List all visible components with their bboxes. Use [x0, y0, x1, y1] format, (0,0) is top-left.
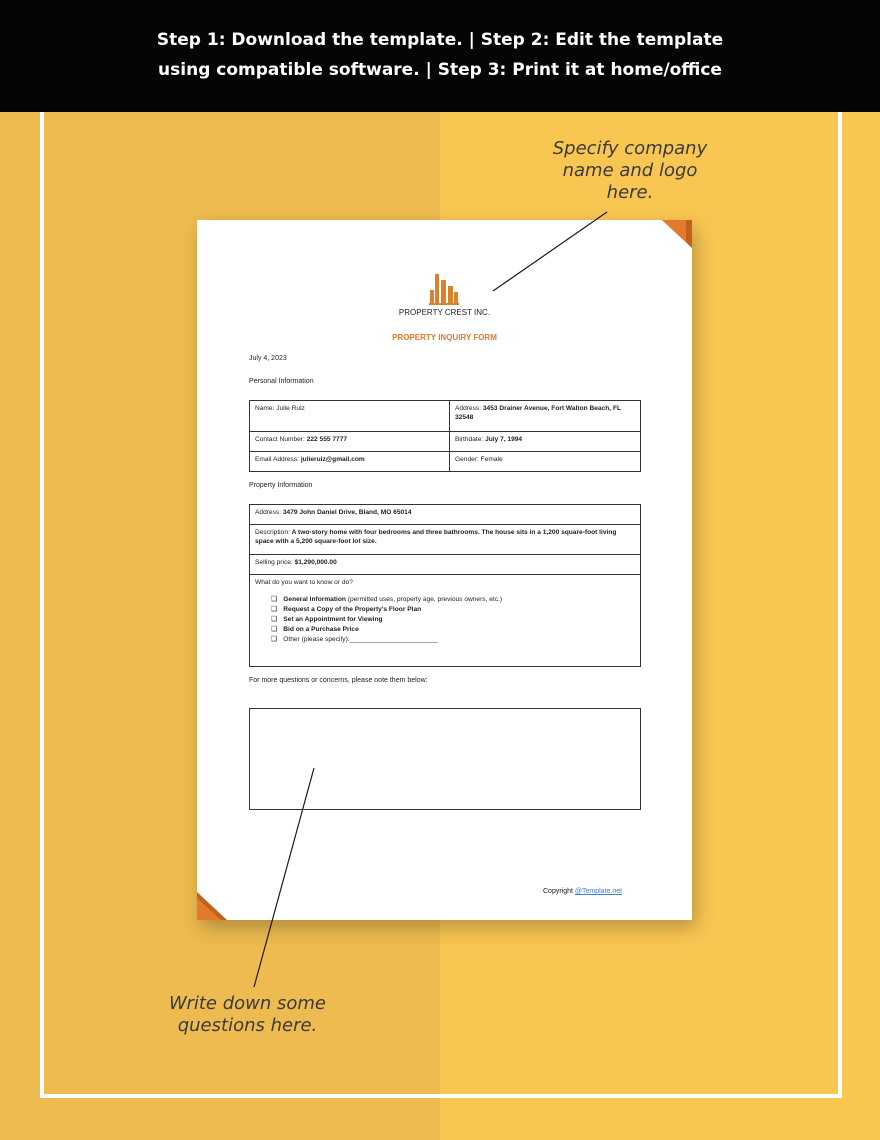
- company-name: PROPERTY CREST INC.: [398, 308, 491, 317]
- form-title: PROPERTY INQUIRY FORM: [392, 333, 497, 342]
- personal-info-heading: Personal Information: [249, 378, 314, 385]
- note-company-logo: Specify company name and logo here.: [552, 138, 708, 203]
- email-value: julieruiz@gmail.com: [300, 456, 365, 463]
- description-value: A two-story home with four bedrooms and three bathrooms. The house sits in a 1,200 square-foot living space with a 5,200 square-foot lot size.: [255, 529, 617, 545]
- name-value: Julie Ruiz: [276, 405, 305, 412]
- price-value: $1,290,000.00: [294, 559, 337, 566]
- list-item[interactable]: ❑ Other (please specify):________________________: [271, 636, 438, 643]
- contact-value: 222 555 7777: [306, 436, 348, 443]
- property-address-value: 3479 John Daniel Drive, Bland, MO 65014: [282, 509, 412, 516]
- copyright-text: Copyright @Template.net: [543, 888, 623, 895]
- form-date: July 4, 2023: [249, 355, 287, 362]
- checkbox-icon[interactable]: ❑: [271, 636, 278, 643]
- description-cell: Description: A two-story home with four bedrooms and three bathrooms. The house sits in a 1,200 square-foot living space with a 5,200 square-foot lot size.: [250, 525, 641, 555]
- template-link[interactable]: @Template.net: [574, 888, 623, 895]
- list-item[interactable]: ❑ Set an Appointment for Viewing: [271, 616, 383, 623]
- gender-value: Female: [480, 456, 503, 463]
- callout-line-bottom: [254, 768, 314, 987]
- checkbox-icon[interactable]: ❑: [271, 626, 278, 633]
- banner-line-1: Step 1: Download the template. | Step 2: Edit the template: [156, 30, 724, 50]
- banner-line-2: using compatible software. | Step 3: Print it at home/office: [158, 60, 722, 80]
- checkbox-icon[interactable]: ❑: [271, 606, 278, 613]
- property-info-heading: Property Information: [249, 482, 313, 489]
- list-item[interactable]: ❑ Request a Copy of the Property's Floor Plan: [271, 606, 422, 613]
- email-cell: Email Address: julieruiz@gmail.com: [250, 452, 450, 472]
- note-write-questions: Write down some questions here.: [168, 993, 327, 1036]
- address-value: 3453 Drainer Avenue, Fort Walton Beach, FL 32548: [455, 405, 621, 421]
- birthdate-value: July 7, 1994: [485, 436, 523, 443]
- gender-cell: Gender: Female: [450, 452, 641, 472]
- checkbox-icon[interactable]: ❑: [271, 616, 278, 623]
- callout-line-top: [493, 212, 607, 291]
- name-cell: Name: Julie Ruiz: [250, 401, 450, 432]
- more-questions-prompt: For more questions or concerns, please note them below:: [249, 677, 428, 684]
- list-item[interactable]: ❑ Bid on a Purchase Price: [271, 626, 359, 633]
- contact-cell: Contact Number: 222 555 7777: [250, 432, 450, 452]
- list-item[interactable]: ❑ General Information (permitted uses, property age, previous owners, etc.): [271, 596, 503, 603]
- options-question: What do you want to know or do?: [255, 579, 353, 586]
- checkbox-icon[interactable]: ❑: [271, 596, 278, 603]
- property-address-cell: Address: 3479 John Daniel Drive, Bland, MO 65014: [250, 505, 641, 525]
- price-cell: Selling price: $1,290,000.00: [250, 555, 641, 575]
- address-cell: Address: 3453 Drainer Avenue, Fort Walton Beach, FL 32548: [450, 401, 641, 432]
- birthdate-cell: Birthdate: July 7, 1994: [450, 432, 641, 452]
